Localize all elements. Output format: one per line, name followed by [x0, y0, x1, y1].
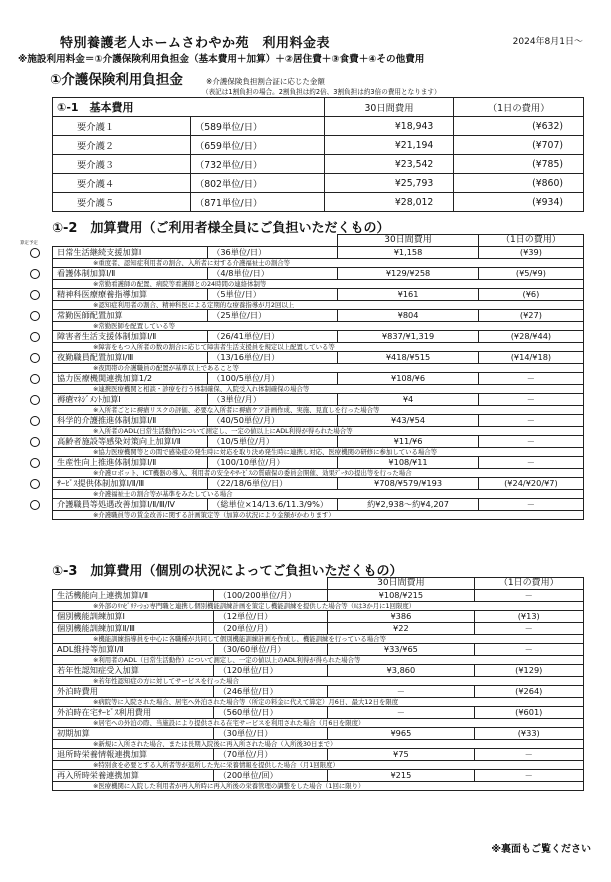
day-fee: (¥264) — [474, 686, 583, 698]
day-fee: (¥785) — [454, 155, 584, 174]
addon-units: （13/16単位/日） — [208, 352, 338, 364]
planned-circle-icon — [30, 374, 40, 384]
planned-circle-icon — [30, 500, 40, 510]
addon-row — [53, 623, 584, 635]
day-fee: (¥601) — [474, 707, 583, 719]
addon-units: （120単位/日） — [214, 665, 328, 677]
basic-fee-row — [53, 117, 584, 136]
blank-cell — [53, 578, 214, 590]
addon-units: （12単位/日） — [214, 611, 328, 623]
month-fee: － — [328, 707, 474, 719]
addon-note-row — [53, 740, 584, 749]
day-fee: － — [474, 749, 583, 761]
addon-note-row — [53, 511, 584, 520]
addon-note-row — [53, 259, 584, 268]
addon-note: ※障害をもつ入所者の数の割合に応じて障害者生活支援員を規定以上配置している等 — [53, 343, 584, 352]
addon-note-row — [53, 761, 584, 770]
addon-name: 介護職員等処遇改善加算Ⅰ/Ⅱ/Ⅲ/Ⅳ — [53, 499, 208, 511]
month-fee: ¥1,158 — [338, 247, 479, 259]
addon-name: 退所時栄養情報連携加算 — [53, 749, 214, 761]
addon-units: （246単位/日） — [214, 686, 328, 698]
planned-circle-icon — [30, 353, 40, 363]
addon-note-row — [53, 427, 584, 436]
addon-name: 精神科医療療養指導加算 — [53, 289, 208, 301]
addon-row — [53, 499, 584, 511]
addon-units: （25単位/日） — [208, 310, 338, 322]
month-fee: ¥4 — [338, 394, 479, 406]
month-fee: 約¥2,938～約¥4,207 — [338, 499, 479, 511]
basic-fee-title: ①-1 基本費用 — [53, 98, 325, 117]
basic-fee-row — [53, 136, 584, 155]
month-fee: ¥837/¥1,319 — [338, 331, 479, 343]
planned-circle-icon — [30, 290, 40, 300]
addon-name: 外泊時在宅ｻｰﾋﾞｽ利用費用 — [53, 707, 214, 719]
addon-note: ※居宅への外泊の際、当施設により提供される在宅サービスを利用された場合（月6日を限度） — [53, 719, 584, 728]
addon-name: 初期加算 — [53, 728, 214, 740]
addon-note: ※夜間帯の介護職員の配置が基準以上であること等 — [53, 364, 584, 373]
addon-note: ※利用者のADL（日常生活動作）について測定し、一定の値以上のADL利得が得られた場合等 — [53, 656, 584, 665]
day-fee: (¥6) — [478, 289, 583, 301]
care-level: 要介護４ — [53, 174, 191, 193]
addon-row — [53, 289, 584, 301]
addon-name: 障害者生活支援体制加算Ⅰ/Ⅱ — [53, 331, 208, 343]
addon-row — [53, 352, 584, 364]
addon-note-row — [53, 406, 584, 415]
addon-name: 常勤医師配置加算 — [53, 310, 208, 322]
addon-units: （22/18/6単位/日） — [208, 478, 338, 490]
addon-name: 夜勤職員配置加算Ⅰ/Ⅲ — [53, 352, 208, 364]
addon-note-row — [53, 635, 584, 644]
addon-name: ｻｰﾋﾞｽ提供体制加算Ⅰ/Ⅱ/Ⅲ — [53, 478, 208, 490]
addon-name: 外泊時費用 — [53, 686, 214, 698]
day-fee: (¥33) — [474, 728, 583, 740]
care-units: （659単位/日） — [190, 136, 324, 155]
addon-row — [53, 478, 584, 490]
addon-row — [53, 394, 584, 406]
month-fee: ¥28,012 — [324, 193, 454, 212]
addon-note-row — [53, 782, 584, 791]
section-addon-all-title: ①-2 加算費用（ご利用者様全員にご負担いただくもの） — [52, 221, 390, 236]
effective-date: 2024年8月1日～ — [512, 37, 583, 47]
addon-all-table — [52, 234, 584, 520]
basic-fee-row — [53, 193, 584, 212]
planned-circle-icon — [30, 248, 40, 258]
addon-name: 再入所時栄養連携加算 — [53, 770, 214, 782]
addon-note: ※介護職員等の賃金改善に関する計画策定等（加算の状況により金額がかわります） — [53, 511, 584, 520]
addon-note-row — [53, 719, 584, 728]
month-fee: ¥108/¥215 — [328, 590, 474, 602]
day-fee: － — [478, 457, 583, 469]
day-fee: (¥5/¥9) — [478, 268, 583, 280]
month-fee: ¥129/¥258 — [338, 268, 479, 280]
col-month-header: 30日間費用 — [338, 235, 479, 247]
day-fee: (¥934) — [454, 193, 584, 212]
month-fee: ¥708/¥579/¥193 — [338, 478, 479, 490]
addon-row — [53, 268, 584, 280]
addon-units: （4/8単位/日） — [208, 268, 338, 280]
page-title: 特別養護老人ホームさわやか苑 利用料金表 — [60, 36, 331, 51]
month-fee: ¥215 — [328, 770, 474, 782]
addon-units: （560単位/日） — [214, 707, 328, 719]
month-fee: ¥21,194 — [324, 136, 454, 155]
month-fee: ¥108/¥11 — [338, 457, 479, 469]
addon-note: ※介護福祉士の割合等が基準をみたしている場合 — [53, 490, 584, 499]
day-fee: － — [478, 373, 583, 385]
addon-units: （40/50単位/月） — [208, 415, 338, 427]
blank-cell — [214, 578, 328, 590]
addon-units: （26/41単位/日） — [208, 331, 338, 343]
month-fee: ¥3,860 — [328, 665, 474, 677]
care-units: （802単位/日） — [190, 174, 324, 193]
care-level: 要介護１ — [53, 117, 191, 136]
addon-units: （10/5単位/月） — [208, 436, 338, 448]
addon-name: ADL維持等加算Ⅰ/Ⅱ — [53, 644, 214, 656]
blank-cell — [208, 235, 338, 247]
care-units: （589単位/日） — [190, 117, 324, 136]
day-fee: － — [474, 770, 583, 782]
basic-fee-row — [53, 174, 584, 193]
addon-note: ※協力医療機関等との間で感染症の発生時に対応を取り決め発生時に連携し対応、医療機関の研修に参加している場合等 — [53, 448, 584, 457]
addon-note: ※入所者ごとに褥瘡リスクの評価、必要な入所者に褥瘡ケア計画作成、実施、見直しを行った場合等 — [53, 406, 584, 415]
blank-cell — [53, 235, 208, 247]
addon-name: 科学的介護推進体制加算Ⅰ/Ⅱ — [53, 415, 208, 427]
addon-note-row — [53, 469, 584, 478]
month-fee: ¥33/¥65 — [328, 644, 474, 656]
col-day-header: （1日の費用） — [478, 235, 583, 247]
addon-row — [53, 457, 584, 469]
day-fee: － — [478, 415, 583, 427]
addon-note: ※若年性認知症の方に対してサービスを行った場合 — [53, 677, 584, 686]
addon-note-row — [53, 322, 584, 331]
addon-note-row — [53, 364, 584, 373]
col-month-header: 30日間費用 — [324, 98, 454, 117]
day-fee: (¥129) — [474, 665, 583, 677]
fee-formula: ※施設利用料金＝①介護保険利用負担金（基本費用＋加算）＋②居住費＋③食費＋④その他費用 — [18, 54, 425, 65]
day-fee: － — [474, 623, 583, 635]
addon-name: 生産性向上推進体制加算Ⅰ/Ⅱ — [53, 457, 208, 469]
addon-units: （30/60単位/月） — [214, 644, 328, 656]
month-fee: ¥75 — [328, 749, 474, 761]
day-fee: (¥860) — [454, 174, 584, 193]
month-fee: ¥22 — [328, 623, 474, 635]
addon-note: ※介護ロボット、ICT機器の導入、利用者の安全やｻｰﾋﾞｽの質確保の委員会開催、効果ﾃﾞｰﾀの提出等を行った場合 — [53, 469, 584, 478]
addon-note: ※機能訓練指導員を中心に各職種が共同して個別機能訓練計画を作成し、機能訓練を行っている場合等 — [53, 635, 584, 644]
care-level: 要介護５ — [53, 193, 191, 212]
addon-units: （20単位/月） — [214, 623, 328, 635]
addon-individual-table — [52, 577, 584, 791]
addon-units: （3単位/月） — [208, 394, 338, 406]
addon-row — [53, 644, 584, 656]
addon-note-row — [53, 490, 584, 499]
planned-circle-icon — [30, 437, 40, 447]
addon-all-header-row — [53, 235, 584, 247]
month-fee: ¥25,793 — [324, 174, 454, 193]
day-fee: (¥24/¥20/¥7) — [478, 478, 583, 490]
addon-note: ※常勤医師を配置している等 — [53, 322, 584, 331]
addon-row — [53, 665, 584, 677]
day-fee: (¥632) — [454, 117, 584, 136]
basic-fee-row — [53, 155, 584, 174]
addon-note-row — [53, 280, 584, 289]
addon-units: （総単位×14/13.6/11.3/9%） — [208, 499, 338, 511]
section1-note: ※介護保険負担割合証に応じた金額 — [206, 77, 325, 86]
day-fee: (¥27) — [478, 310, 583, 322]
day-fee: － — [474, 590, 583, 602]
addon-units: （30単位/日） — [214, 728, 328, 740]
addon-individual-header-row — [53, 578, 584, 590]
addon-note: ※特別食を必要とする入所者等が退所した先に栄養情報を提供した場合（月1回限度） — [53, 761, 584, 770]
addon-row — [53, 331, 584, 343]
addon-note-row — [53, 677, 584, 686]
month-fee: ¥418/¥515 — [338, 352, 479, 364]
addon-units: （100/200単位/月） — [214, 590, 328, 602]
addon-row — [53, 611, 584, 623]
addon-row — [53, 247, 584, 259]
addon-units: （36単位/日） — [208, 247, 338, 259]
addon-note-row — [53, 602, 584, 611]
addon-row — [53, 310, 584, 322]
day-fee: － — [478, 394, 583, 406]
day-fee: － — [478, 499, 583, 511]
care-units: （871単位/日） — [190, 193, 324, 212]
addon-name: 個別機能訓練加算Ⅱ/Ⅲ — [53, 623, 214, 635]
section1-title: ①介護保険利用負担金 — [50, 72, 183, 88]
care-level: 要介護２ — [53, 136, 191, 155]
addon-row — [53, 686, 584, 698]
addon-row — [53, 373, 584, 385]
addon-name: 個別機能訓練加算Ⅰ — [53, 611, 214, 623]
month-fee: ¥43/¥54 — [338, 415, 479, 427]
addon-note: ※新規に入所された場合、または長期入院後に再入所された場合（入所後30日まで） — [53, 740, 584, 749]
addon-note: ※入所者のADL(日常生活動作)について測定し、一定の値以上にADL利得が得られた場合等 — [53, 427, 584, 436]
addon-note: ※重度者、認知症利用者の割合、入所者に対する介護福祉士の割合等 — [53, 259, 584, 268]
day-fee: － — [478, 436, 583, 448]
addon-units: （100/10単位/月） — [208, 457, 338, 469]
planned-circle-icon — [30, 416, 40, 426]
col-day-header: （1日の費用） — [474, 578, 583, 590]
month-fee: ¥23,542 — [324, 155, 454, 174]
addon-row — [53, 770, 584, 782]
month-fee: ¥965 — [328, 728, 474, 740]
planned-circle-icon — [30, 311, 40, 321]
section1-subnote: （表記は1割負担の場合。2割負担は約2倍、3割負担は約3倍の費用となります） — [202, 88, 441, 96]
month-fee: ¥386 — [328, 611, 474, 623]
addon-row — [53, 590, 584, 602]
addon-name: 協力医療機関連携加算1/2 — [53, 373, 208, 385]
addon-units: （70単位/月） — [214, 749, 328, 761]
addon-name: 生活機能向上連携加算Ⅰ/Ⅱ — [53, 590, 214, 602]
see-back-note: ※裏面もご覧ください — [491, 844, 591, 855]
care-units: （732単位/日） — [190, 155, 324, 174]
day-fee: (¥707) — [454, 136, 584, 155]
planned-circle-icon — [30, 269, 40, 279]
addon-units: （100/5単位/月） — [208, 373, 338, 385]
addon-note: ※連携医療機関と相談・診療を行う体制確保、入院受入れ体制確保の場合等 — [53, 385, 584, 394]
day-fee: － — [474, 644, 583, 656]
addon-note: ※医療機関に入院した利用者が再入所時に再入所後の栄養管理の調整をした場合（1回に限り） — [53, 782, 584, 791]
planned-circle-icon — [30, 395, 40, 405]
addon-note: ※外部のﾘﾊﾋﾞﾘﾃｰｼｮﾝ専門職と連携し個別機能訓練計画を策定し機能訓練を提供した場合等（Ⅰは3か月に1回限度） — [53, 602, 584, 611]
addon-units: （200単位/回） — [214, 770, 328, 782]
basic-fee-header-row — [53, 98, 584, 117]
planned-label: 算定予定 — [20, 241, 38, 246]
planned-circle-icon — [30, 458, 40, 468]
month-fee: ¥804 — [338, 310, 479, 322]
month-fee: ¥161 — [338, 289, 479, 301]
addon-note-row — [53, 448, 584, 457]
month-fee: ¥108/¥6 — [338, 373, 479, 385]
addon-note-row — [53, 385, 584, 394]
addon-row — [53, 749, 584, 761]
planned-circle-icon — [30, 332, 40, 342]
addon-name: 日常生活継続支援加算Ⅰ — [53, 247, 208, 259]
day-fee: (¥28/¥44) — [478, 331, 583, 343]
addon-name: 高齢者施設等感染対策向上加算Ⅰ/Ⅱ — [53, 436, 208, 448]
month-fee: ¥11/¥6 — [338, 436, 479, 448]
addon-row — [53, 415, 584, 427]
addon-row — [53, 707, 584, 719]
addon-units: （5単位/日） — [208, 289, 338, 301]
care-level: 要介護３ — [53, 155, 191, 174]
month-fee: － — [328, 686, 474, 698]
addon-row — [53, 728, 584, 740]
addon-note-row — [53, 343, 584, 352]
addon-note-row — [53, 301, 584, 310]
addon-note: ※認知症利用者の割合、精神科医による定期的な療養指導が月2回以上 — [53, 301, 584, 310]
addon-row — [53, 436, 584, 448]
day-fee: (¥39) — [478, 247, 583, 259]
addon-note: ※病院等に入院された場合、居宅へ外泊された場合等（所定の料金に代えて算定）月6日、最大12日を限度 — [53, 698, 584, 707]
col-day-header: （1日の費用） — [454, 98, 584, 117]
section-addon-individual-title: ①-3 加算費用（個別の状況によってご負担いただくもの） — [52, 564, 403, 579]
planned-circle-icon — [30, 479, 40, 489]
day-fee: (¥14/¥18) — [478, 352, 583, 364]
month-fee: ¥18,943 — [324, 117, 454, 136]
col-month-header: 30日間費用 — [328, 578, 474, 590]
section1-header — [50, 68, 325, 88]
addon-note-row — [53, 698, 584, 707]
addon-name: 褥瘡ﾏﾈｼﾞﾒﾝﾄ加算Ⅰ — [53, 394, 208, 406]
addon-note: ※常勤看護師の配置、病院等看護師との24時間の連絡体制等 — [53, 280, 584, 289]
day-fee: (¥13) — [474, 611, 583, 623]
addon-name: 看護体制加算Ⅰ/Ⅱ — [53, 268, 208, 280]
basic-fee-table — [52, 97, 584, 212]
addon-note-row — [53, 656, 584, 665]
addon-name: 若年性認知症受入加算 — [53, 665, 214, 677]
